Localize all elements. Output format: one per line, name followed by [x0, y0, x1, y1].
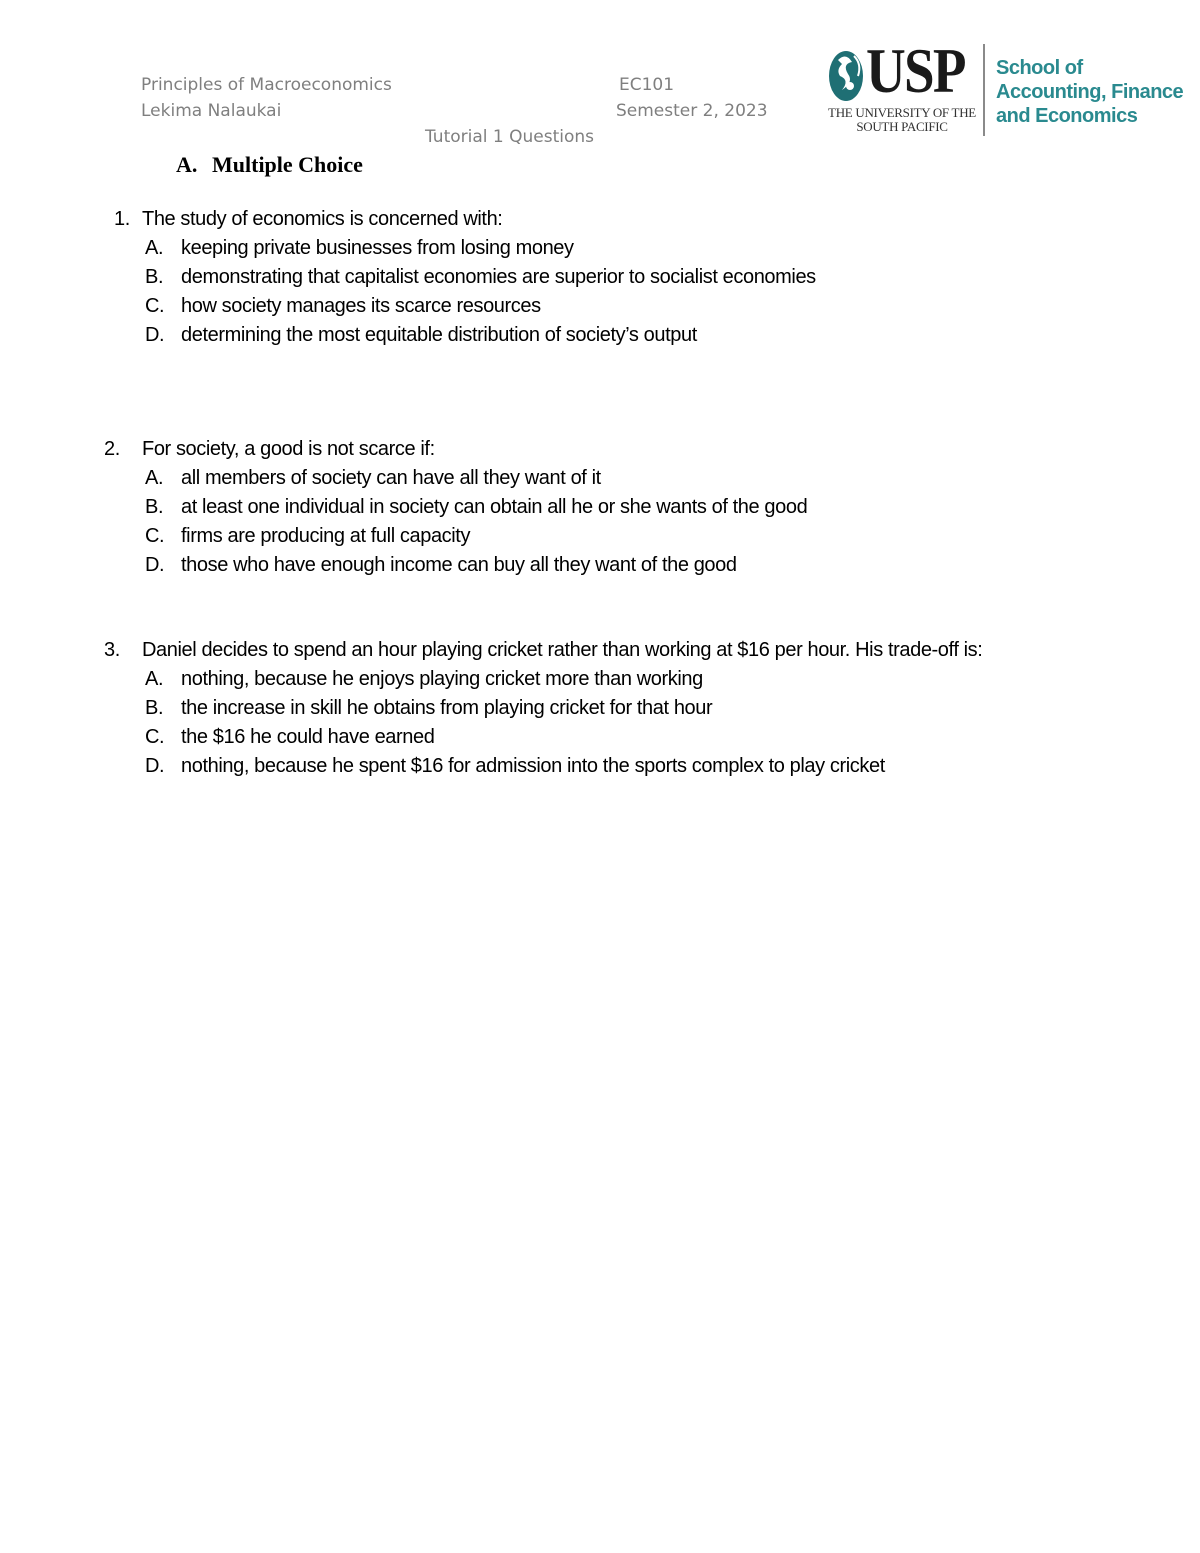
option-letter: A. — [145, 668, 164, 690]
question-text: Daniel decides to spend an hour playing cricket rather than working at $16 per hour. His trade-off is: — [142, 639, 983, 661]
question-2 — [100, 435, 1100, 580]
option-text: determining the most equitable distribution of society’s output — [181, 324, 697, 346]
question-stem — [100, 205, 1100, 234]
option-text: nothing, because he spent $16 for admission into the sports complex to play cricket — [181, 755, 885, 777]
school-name — [996, 56, 1183, 128]
answer-option — [100, 263, 1100, 292]
section-letter: A. — [176, 152, 198, 177]
section-title: Multiple Choice — [212, 152, 363, 177]
option-letter: D. — [145, 324, 165, 346]
school-name-line1: School of — [996, 57, 1083, 79]
question-number: 2. — [104, 438, 120, 460]
question-3 — [100, 636, 1070, 781]
university-name-line1: THE UNIVERSITY OF THE — [828, 105, 976, 120]
university-name-line2: SOUTH PACIFIC — [856, 119, 948, 134]
option-letter: A. — [145, 467, 164, 489]
usp-acronym: USP — [866, 35, 965, 106]
option-text: demonstrating that capitalist economies are superior to socialist economies — [181, 266, 816, 288]
answer-option — [100, 694, 1070, 723]
question-stem — [100, 636, 1070, 665]
option-letter: B. — [145, 496, 164, 518]
university-name — [828, 106, 976, 134]
answer-option — [100, 551, 1100, 580]
question-1 — [100, 205, 1100, 350]
option-text: those who have enough income can buy all they want of the good — [181, 554, 737, 576]
answer-option — [100, 665, 1070, 694]
usp-emblem-icon — [828, 46, 868, 102]
answer-option — [100, 493, 1100, 522]
option-text: all members of society can have all they want of it — [181, 467, 601, 489]
option-letter: A. — [145, 237, 164, 259]
question-stem — [100, 435, 1100, 464]
option-text: firms are producing at full capacity — [181, 525, 471, 547]
option-text: the $16 he could have earned — [181, 726, 435, 748]
option-text: how society manages its scarce resources — [181, 295, 541, 317]
option-text: nothing, because he enjoys playing cricket more than working — [181, 668, 703, 690]
lecturer-name: Lekima Nalaukai — [141, 101, 282, 121]
answer-option — [100, 321, 1100, 350]
option-letter: D. — [145, 554, 165, 576]
option-letter: C. — [145, 525, 165, 547]
option-letter: B. — [145, 697, 164, 719]
course-name: Principles of Macroeconomics — [141, 75, 392, 95]
option-letter: D. — [145, 755, 165, 777]
answer-option — [100, 723, 1070, 752]
question-number: 1. — [114, 208, 130, 230]
school-name-line2: Accounting, Finance — [996, 81, 1184, 103]
answer-option — [100, 292, 1100, 321]
answer-option — [100, 752, 1070, 781]
answer-option — [100, 464, 1100, 493]
school-name-line3: and Economics — [996, 105, 1138, 127]
logo-divider — [983, 44, 985, 136]
option-letter: C. — [145, 726, 165, 748]
option-text: the increase in skill he obtains from playing cricket for that hour — [181, 697, 713, 719]
semester-label: Semester 2, 2023 — [616, 101, 768, 121]
question-text: For society, a good is not scarce if: — [142, 438, 435, 460]
tutorial-title: Tutorial 1 Questions — [425, 127, 595, 147]
option-letter: C. — [145, 295, 165, 317]
question-text: The study of economics is concerned with: — [142, 208, 503, 230]
section-heading — [176, 152, 363, 178]
option-text: keeping private businesses from losing money — [181, 237, 574, 259]
answer-option — [100, 234, 1100, 263]
course-code: EC101 — [619, 75, 675, 95]
option-text: at least one individual in society can obtain all he or she wants of the good — [181, 496, 808, 518]
usp-logo — [826, 35, 1184, 138]
question-number: 3. — [104, 639, 120, 661]
answer-option — [100, 522, 1100, 551]
option-letter: B. — [145, 266, 164, 288]
